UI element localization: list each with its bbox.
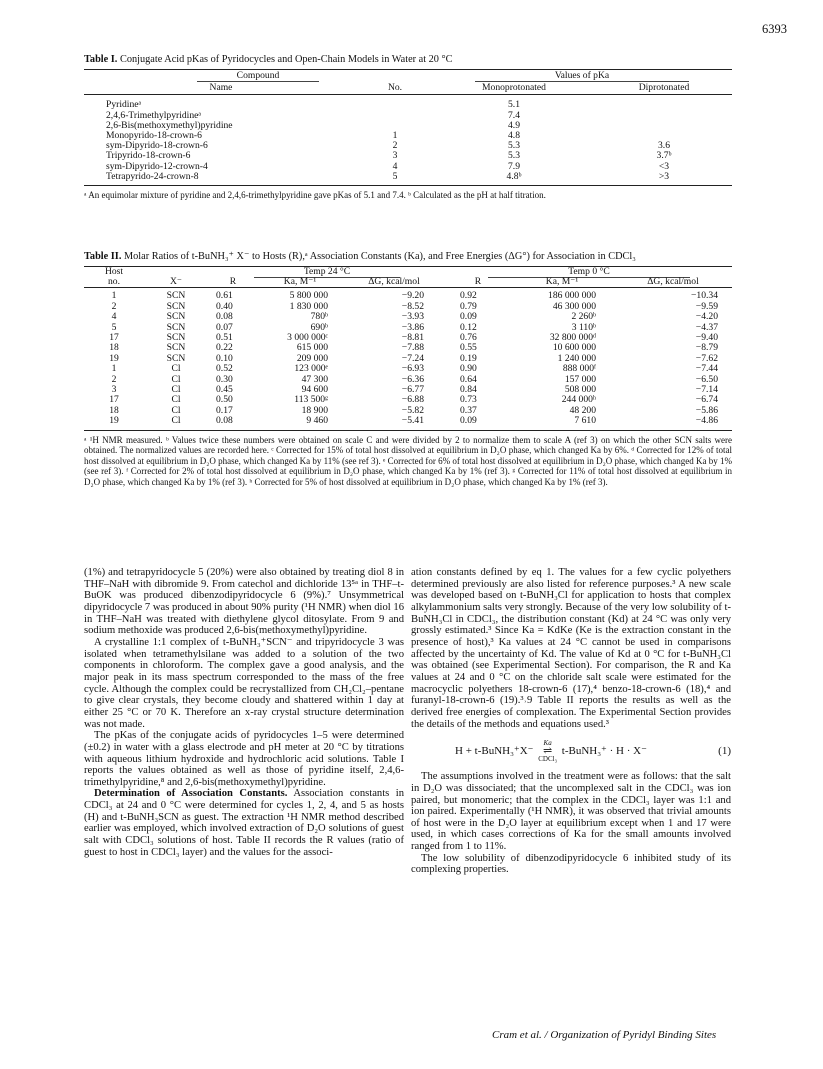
table-2-header-x: X⁻ xyxy=(170,276,182,288)
table-2-header-r0: R xyxy=(474,276,482,288)
table-2-cell-dg24: −6.93 xyxy=(401,363,424,375)
table-2-cell-r24: 0.52 xyxy=(216,363,233,375)
table-2-cell-dg24: −7.24 xyxy=(401,352,424,364)
table-1-cell-name: Pyridineᵃ xyxy=(106,99,142,111)
table-1-cell-mono: 4.9 xyxy=(508,119,520,131)
table-1-header-di: Diprotonated xyxy=(638,82,690,94)
table-2-cell-ka0: 244 000ʰ xyxy=(561,394,596,406)
table-2-cell-dg24: −9.20 xyxy=(401,290,424,302)
table-2-cell-ka0: 46 300 000 xyxy=(552,300,596,312)
table-2-cell-ka0: 3 110ᵇ xyxy=(571,321,596,333)
table-2-cell-r0: 0.64 xyxy=(460,373,477,385)
table-2-cell-dg24: −6.36 xyxy=(401,373,424,385)
table-1-header-mono: Monoprotonated xyxy=(482,82,546,94)
table-2-header-dg24: ΔG, kcal/mol xyxy=(368,276,420,288)
table-1-grid xyxy=(84,69,732,186)
table-2-cell-anion: Cl xyxy=(171,415,181,427)
table-1-cell-di: 3.7ᵇ xyxy=(656,150,672,162)
table-1-cell-mono: 7.9 xyxy=(508,160,520,172)
table-2-cell-dg24: −6.88 xyxy=(401,394,424,406)
body-column-right xyxy=(411,567,731,876)
table-2-cell-ka24: 1 830 000 xyxy=(289,300,328,312)
table-1-cell-name: Tripyrido-18-crown-6 xyxy=(106,150,191,162)
table-1-cell-di: 3.6 xyxy=(658,140,670,152)
table-2-cell-dg24: −3.86 xyxy=(401,321,424,333)
table-1-cell-name: Tetrapyrido-24-crown-8 xyxy=(106,170,199,182)
table-1-cell-no: 3 xyxy=(392,150,398,162)
table-2-cell-dg0: −4.86 xyxy=(695,415,718,427)
table-1-cell-no: 2 xyxy=(392,140,398,152)
equilibrium-arrow-icon: Ka ⇌ CDCl₃ xyxy=(538,739,558,764)
table-1-cell-no xyxy=(358,95,432,111)
table-1-cell-mono: 7.4 xyxy=(508,109,520,121)
table-1-cell-name: 2,4,6-Trimethylpyridineᵃ xyxy=(106,109,202,121)
table-1-cell-di xyxy=(596,95,732,111)
table-2-cell-r0: 0.37 xyxy=(460,404,477,416)
table-2-cell-anion: SCN xyxy=(166,311,186,323)
table-row xyxy=(84,172,732,186)
table-1-footnote: ᵃ An equimolar mixture of pyridine and 2,4,6-trimethylpyridine gave pKas of 5.1 and 7.4. ᵇ Calculated as the pH at half titration. xyxy=(84,190,546,201)
table-2-label: Table II. xyxy=(84,251,122,262)
table-1-cell-di: >3 xyxy=(658,170,670,182)
table-2-cell-r0: 0.19 xyxy=(460,352,477,364)
table-1-cell-no xyxy=(358,111,432,121)
equation-number: (1) xyxy=(718,744,731,757)
table-2-cell-anion: SCN xyxy=(166,352,186,364)
table-2-cell-ka0: 508 000 xyxy=(564,384,596,396)
table-2-cell-dg0: −5.86 xyxy=(695,404,718,416)
table-2-cell-dg0: −7.14 xyxy=(695,384,718,396)
table-1-cell-mono: 4.8ᵇ xyxy=(506,170,522,182)
table-1-cell-name: sym-Dipyrido-12-crown-4 xyxy=(106,160,208,172)
table-1-cell-di xyxy=(596,121,732,131)
table-2-cell-host-no: 1 xyxy=(111,290,117,302)
table-2-cell-r24: 0.50 xyxy=(216,394,233,406)
equation-1 xyxy=(411,740,731,763)
table-1-cell-di xyxy=(596,111,732,121)
table-2-cell-r0: 0.73 xyxy=(460,394,477,406)
table-1-cell-no: 5 xyxy=(392,170,398,182)
table-2-cell-dg0: −4.20 xyxy=(695,311,718,323)
table-2-cell-anion: SCN xyxy=(166,300,186,312)
table-2-cell-r0: 0.55 xyxy=(460,342,477,354)
table-1-label: Table I. xyxy=(84,54,118,65)
paragraph: ation constants defined by eq 1. The values for a few cyclic polyethers determined previously are also listed for reference purposes.³ A new scale was developed based on t-BuNH₃Cl for application to hosts that complex alkylammonium salts very strongly. Because of the very low solubility of t-BuNH₃Cl in CDCl₃, the distribution constant (Kd) at 24 °C was only very grossly estimated.³ Since Ka = KdKe (Ke is the extraction constant in the presence of host),³ Ka values at 24 °C cannot be used in comparisons affected by the uncertainty of Kd. The value of Kd at 0 °C for t-BuNH₃Cl was obtained (see Experimental Section). For comparison, the R and Ka values at 24 and 0 °C on the chloride salt scale were estimated for the macrocyclic polyethers 18-crown-6 (17),⁴ benzo-18-crown-6 (18),⁴ and furanyl-18-crown-6 (19).³˒9 Table II reports the results as well as the derived free energies of complexation. The Experimental Section provides the details of the methods and equations used.³ xyxy=(411,567,732,730)
table-row xyxy=(84,416,732,430)
table-1-title: Conjugate Acid pKas of Pyridocycles and Open-Chain Models in Water at 20 °C xyxy=(117,54,453,65)
body-column-left xyxy=(84,567,404,858)
table-2-cell-ka24: 690ᵇ xyxy=(310,321,328,333)
table-2-cell-dg0: −4.37 xyxy=(695,321,718,333)
table-2-cell-dg24: −7.88 xyxy=(401,342,424,354)
table-2-cell-host-no: 18 xyxy=(109,404,119,416)
table-2-cell-dg24: −8.81 xyxy=(401,332,424,344)
table-2-cell-r24: 0.08 xyxy=(216,311,233,323)
table-1-cell-mono: 5.3 xyxy=(508,140,520,152)
table-2-cell-r24: 0.08 xyxy=(216,415,233,427)
table-1-group-values: Values of pKa xyxy=(432,70,732,83)
table-2-cell-ka0: 48 200 xyxy=(569,404,596,416)
table-2-cell-anion: SCN xyxy=(166,290,186,302)
table-2-cell-dg24: −8.52 xyxy=(401,300,424,312)
paragraph: A crystalline 1:1 complex of t-BuNH₃⁺SCN⁻ and tripyridocycle 3 was isolated when tetramethylsilane was added to a solution of the two components in chloroform. The complex gave a good analysis, and the major peak in its mass spectrum corresponded to the mass of the free cycle. Although the complex could be recrystallized from CH₂Cl₂–pentane to give clear crystals, they become cloudy and shattered within 1 day at either 25 °C or 70 K. Therefore an x-ray crystal structure determination was not made. xyxy=(84,636,404,730)
table-2-cell-anion: SCN xyxy=(166,342,186,354)
equation-right: t-BuNH₃⁺ · H · X⁻ xyxy=(561,745,647,758)
table-2-cell-r0: 0.84 xyxy=(460,384,477,396)
table-2-cell-ka24: 209 000 xyxy=(296,352,328,364)
table-1-cell-di: <3 xyxy=(658,160,670,172)
table-1-caption xyxy=(84,54,732,66)
table-2-cell-host-no: 2 xyxy=(111,300,117,312)
table-2-cell-anion: Cl xyxy=(171,373,181,385)
table-2-cell-ka0: 1 240 000 xyxy=(557,352,596,364)
table-2-cell-r0: 0.90 xyxy=(460,363,477,375)
table-2-title: Molar Ratios of t-BuNH₃⁺ X⁻ to Hosts (R),ᵃ Association Constants (Ka), and Free Energies (ΔG°) for Association in CDCl₃ xyxy=(121,251,636,262)
table-2-cell-ka0: 157 000 xyxy=(564,373,596,385)
table-2-cell-host-no: 19 xyxy=(109,352,119,364)
table-2-header-r24: R xyxy=(229,276,237,288)
table-2-footnote: ᵃ ¹H NMR measured. ᵇ Values twice these numbers were obtained on scale C and were divided by 2 to normalize them to scale A (ref 3) on which the other SCN salts were obtained. The normalized values are recorded here. ᶜ Corrected for 15% of total host dissolved at equilibrium in D₂O phase, which changed Ka by 6%. ᵈ Corrected for 12% of total host dissolved at equilibrium in D₂O phase, which changed Ka by 11% (see ref 3). ᵉ Corrected for 6% of total host dissolved at equilibrium in D₂O phase, which changed Ka by 1% (see ref 3). ᶠ Corrected for 2% of total host dissolved at equilibrium in D₂O phase, which changed Ka by 1% (ref 3). ᵍ Corrected for 11% of total host dissolved at equilibrium in D₂O phase, which changed Ka by 1% (ref 3). ʰ Corrected for 5% of host dissolved at equilibrium in D₂O phase, which changed Ka by 1% (ref 3). xyxy=(84,434,732,488)
page-number: 6393 xyxy=(762,22,787,36)
paragraph: The low solubility of dibenzodipyridocycle 6 inhibited study of its complexing properties. xyxy=(411,852,731,876)
table-2-header-temp24: Temp 24 °C xyxy=(208,267,446,278)
table-2-cell-r0: 0.76 xyxy=(460,332,477,344)
table-2-cell-ka24: 780ᵇ xyxy=(310,311,328,323)
paragraph: The pKas of the conjugate acids of pyridocycles 1–5 were determined (±0.2) in water with a glass electrode and pH meter at 20 °C by titrations with aqueous lithium hydroxide and hydrochloric acid solutions. Table I reports the values obtained as well as those of pyridine itself, 2,4,6-trimethylpyridine,⁸ and 2,6-bis(methoxymethyl)pyridine. xyxy=(84,730,404,788)
table-2 xyxy=(84,251,732,488)
table-1-cell-no: 1 xyxy=(392,130,398,142)
table-2-cell-dg0: −8.79 xyxy=(695,342,718,354)
table-2-cell-r24: 0.30 xyxy=(216,373,233,385)
table-2-header-host: Host xyxy=(104,266,124,277)
table-2-cell-r24: 0.40 xyxy=(216,300,233,312)
table-2-grid xyxy=(84,266,732,431)
table-1-cell-mono: 4.8 xyxy=(508,130,520,142)
table-2-cell-host-no: 4 xyxy=(111,311,117,323)
table-2-cell-ka24: 3 000 000ᶜ xyxy=(287,332,328,344)
table-2-cell-dg0: −10.34 xyxy=(691,290,718,302)
paragraph: The assumptions involved in the treatment were as follows: that the salt in D₂O was dissociated; that the uncomplexed salt in the CDCl₃ was ion paired, but monomeric; that the complex in the CDCl₃ layer was 1:1 and ion paired. Experimentally (¹H NMR), it was observed that trivial amounts of host were in the D₂O layer at equilibrium except when 1 and 17 were used, in which cases corrections of Ka for the small amounts involved ranged from 1 to 11%. xyxy=(411,771,731,853)
table-2-cell-r24: 0.10 xyxy=(216,352,233,364)
table-2-cell-r0: 0.12 xyxy=(460,321,477,333)
table-2-cell-dg0: −6.50 xyxy=(695,373,718,385)
table-2-cell-ka0: 186 000 000 xyxy=(548,290,596,302)
table-2-caption xyxy=(84,251,732,263)
table-2-header-temp0: Temp 0 °C xyxy=(446,267,732,278)
table-2-cell-dg0: −9.59 xyxy=(695,300,718,312)
table-2-cell-dg24: −6.77 xyxy=(401,384,424,396)
table-2-cell-dg0: −7.44 xyxy=(695,363,718,375)
table-row xyxy=(84,288,732,302)
table-2-cell-r0: 0.09 xyxy=(460,311,477,323)
table-2-cell-ka0: 10 600 000 xyxy=(552,342,596,354)
table-2-cell-ka0: 7 610 xyxy=(574,415,596,427)
table-2-header-dg0: ΔG, kcal/mol xyxy=(647,276,699,288)
table-1-group-compound: Compound xyxy=(84,70,432,83)
table-2-cell-anion: Cl xyxy=(171,404,181,416)
table-2-cell-host-no: 2 xyxy=(111,373,117,385)
table-2-cell-host-no: 17 xyxy=(109,394,119,406)
table-1-cell-no: 4 xyxy=(392,160,398,172)
table-1-cell-name: sym-Dipyrido-18-crown-6 xyxy=(106,140,208,152)
table-2-cell-host-no: 1 xyxy=(111,363,117,375)
table-2-cell-anion: Cl xyxy=(171,394,181,406)
table-2-cell-r24: 0.17 xyxy=(216,404,233,416)
table-2-cell-r0: 0.92 xyxy=(460,290,477,302)
table-1-cell-mono: 5.3 xyxy=(508,150,520,162)
table-2-cell-ka0: 32 800 000ᵈ xyxy=(549,332,596,344)
table-2-cell-ka0: 888 000ᶠ xyxy=(562,363,596,375)
table-2-header-ka0: Ka, M⁻¹ xyxy=(545,276,579,288)
table-2-cell-dg24: −3.93 xyxy=(401,311,424,323)
table-2-cell-dg0: −7.62 xyxy=(695,352,718,364)
paragraph: Determination of Association Constants. Association constants in CDCl₃ at 24 and 0 °C were determined for cycles 1, 2, 4, and 5 as hosts (H) and t-BuNH₃SCN as guest. The extraction ¹H NMR method described earlier was employed, which involved extraction of D₂O solutions of guest salt with CDCl₃ solutions of host. Table II records the R values (ratio of guest to host in CDCl₃ layer) and the values for the associ- xyxy=(84,788,404,858)
table-1 xyxy=(84,54,732,201)
table-2-cell-ka24: 113 500ᵍ xyxy=(294,394,328,406)
table-2-cell-r24: 0.22 xyxy=(216,342,233,354)
table-row xyxy=(84,95,732,111)
table-2-cell-r24: 0.45 xyxy=(216,384,233,396)
table-2-cell-anion: Cl xyxy=(171,363,181,375)
table-2-cell-ka24: 123 000ᵉ xyxy=(294,363,328,375)
table-2-cell-host-no: 17 xyxy=(109,332,119,344)
table-2-cell-ka0: 2 260ᵇ xyxy=(571,311,596,323)
table-2-header-ka24: Ka, M⁻¹ xyxy=(283,276,317,288)
table-2-cell-r0: 0.79 xyxy=(460,300,477,312)
table-2-header-no: no. xyxy=(108,276,120,288)
equation-left: H + t-BuNH₃⁺X⁻ xyxy=(455,745,534,758)
table-2-cell-ka24: 5 800 000 xyxy=(289,290,328,302)
table-2-cell-dg24: −5.82 xyxy=(401,404,424,416)
table-2-cell-ka24: 18 900 xyxy=(301,404,328,416)
table-2-cell-anion: SCN xyxy=(166,332,186,344)
table-1-cell-name: Monopyrido-18-crown-6 xyxy=(106,130,202,142)
table-2-cell-r24: 0.61 xyxy=(216,290,233,302)
table-2-cell-anion: SCN xyxy=(166,321,186,333)
table-1-header-name: Name xyxy=(209,82,233,94)
table-2-cell-dg0: −6.74 xyxy=(695,394,718,406)
table-2-cell-host-no: 19 xyxy=(109,415,119,427)
table-2-cell-host-no: 18 xyxy=(109,342,119,354)
table-2-cell-anion: Cl xyxy=(171,384,181,396)
table-1-cell-name: 2,6-Bis(methoxymethyl)pyridine xyxy=(106,119,233,131)
table-2-cell-ka24: 47 300 xyxy=(301,373,328,385)
table-2-cell-r24: 0.07 xyxy=(216,321,233,333)
table-2-cell-host-no: 5 xyxy=(111,321,117,333)
table-2-cell-ka24: 94 600 xyxy=(301,384,328,396)
section-run-in-heading: Determination of Association Constants. xyxy=(94,788,288,800)
table-2-cell-ka24: 615 000 xyxy=(296,342,328,354)
table-2-cell-host-no: 3 xyxy=(111,384,117,396)
table-2-cell-r24: 0.51 xyxy=(216,332,233,344)
running-footer: Cram et al. / Organization of Pyridyl Binding Sites xyxy=(492,1029,717,1041)
paragraph: (1%) and tetrapyridocycle 5 (20%) were also obtained by treating diol 8 in THF–NaH with dibromide 9. From catechol and dichloride 13⁵ᵃ in THF–t-BuOK was produced dibenzodipyridocycle 6 (9%).⁷ Unsymmetrical dipyridocycle 7 was produced in about 90% purity (¹H NMR) when diol 16 in THF–NaH was treated with diethylene glycol ditosylate. From 9 and sodium methoxide was produced 2,6-bis(methoxymethyl)pyridine. xyxy=(84,567,404,637)
table-2-cell-dg0: −9.40 xyxy=(695,332,718,344)
table-1-header-no: No. xyxy=(387,82,403,94)
table-1-cell-mono: 5.1 xyxy=(508,99,520,111)
table-2-cell-ka24: 9 460 xyxy=(306,415,328,427)
table-2-cell-r0: 0.09 xyxy=(460,415,477,427)
table-2-cell-dg24: −5.41 xyxy=(401,415,424,427)
